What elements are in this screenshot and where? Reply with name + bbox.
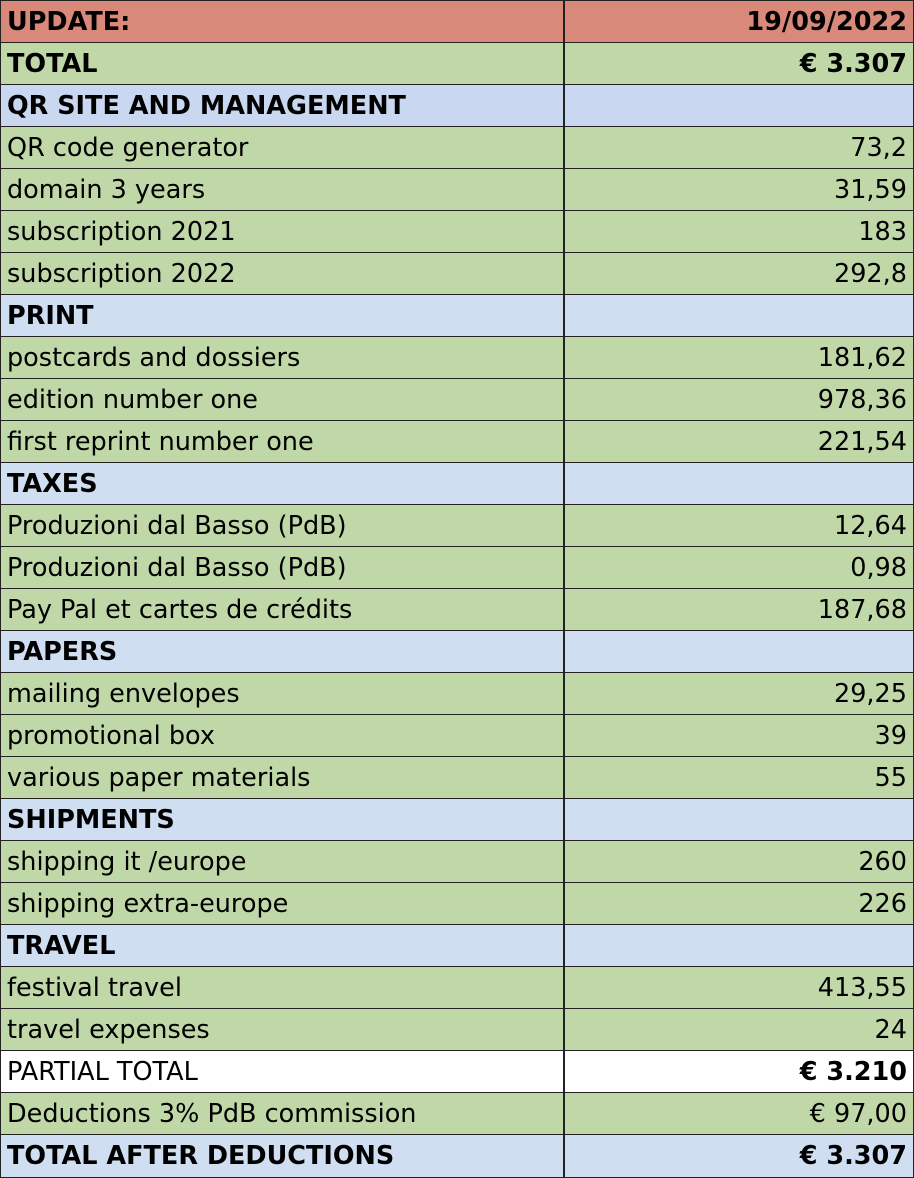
spreadsheet-rows (1, 1, 913, 1177)
table-row (1, 253, 913, 295)
row-label-cell[interactable]: domain 3 years (1, 169, 565, 210)
row-label-cell[interactable]: PAPERS (1, 631, 565, 672)
table-row (1, 211, 913, 253)
row-label-cell[interactable]: Pay Pal et cartes de crédits (1, 589, 565, 630)
row-value-cell[interactable]: 187,68 (817, 594, 907, 625)
table-row (1, 925, 913, 967)
table-row (1, 463, 913, 505)
table-row (1, 337, 913, 379)
row-label-cell[interactable]: shipping extra-europe (1, 883, 565, 924)
row-value-cell[interactable]: € 3.210 (799, 1056, 907, 1087)
row-label-cell[interactable]: subscription 2021 (1, 211, 565, 252)
row-value-cell[interactable]: 39 (874, 720, 907, 751)
row-label-cell[interactable]: Produzioni dal Basso (PdB) (1, 505, 565, 546)
row-label-cell[interactable]: Deductions 3% PdB commission (1, 1093, 565, 1134)
table-row (1, 883, 913, 925)
table-row (1, 673, 913, 715)
row-label-cell[interactable]: TAXES (1, 463, 565, 504)
table-row (1, 1135, 913, 1177)
row-value-cell[interactable]: 413,55 (817, 972, 907, 1003)
row-value-cell[interactable]: 181,62 (817, 342, 907, 373)
row-label-cell[interactable]: QR code generator (1, 127, 565, 168)
table-row (1, 43, 913, 85)
row-value-cell[interactable] (565, 925, 913, 966)
row-value-cell[interactable]: € 97,00 (809, 1098, 907, 1129)
table-row (1, 379, 913, 421)
row-value-cell[interactable] (565, 463, 913, 504)
row-value-cell[interactable] (565, 631, 913, 672)
row-value-cell[interactable]: € 3.307 (799, 48, 907, 79)
row-value-cell[interactable]: 978,36 (817, 384, 907, 415)
row-label-cell[interactable]: UPDATE: (1, 1, 565, 42)
row-value-cell[interactable]: 19/09/2022 (746, 6, 907, 37)
row-value-cell[interactable]: 29,25 (833, 678, 907, 709)
table-row (1, 841, 913, 883)
row-label-cell[interactable]: TOTAL AFTER DEDUCTIONS (1, 1135, 565, 1177)
table-row (1, 547, 913, 589)
table-row (1, 1051, 913, 1093)
row-value-cell[interactable]: 0,98 (850, 552, 907, 583)
row-label-cell[interactable]: QR SITE AND MANAGEMENT (1, 85, 565, 126)
table-row (1, 85, 913, 127)
row-value-cell[interactable]: 260 (858, 846, 907, 877)
row-value-cell[interactable] (565, 295, 913, 336)
table-row (1, 421, 913, 463)
table-row (1, 757, 913, 799)
row-label-cell[interactable]: Produzioni dal Basso (PdB) (1, 547, 565, 588)
table-row (1, 589, 913, 631)
row-value-cell[interactable] (565, 85, 913, 126)
row-label-cell[interactable]: promotional box (1, 715, 565, 756)
table-row (1, 295, 913, 337)
row-label-cell[interactable]: PARTIAL TOTAL (1, 1051, 565, 1092)
row-label-cell[interactable]: PRINT (1, 295, 565, 336)
row-label-cell[interactable]: postcards and dossiers (1, 337, 565, 378)
row-value-cell[interactable]: 226 (858, 888, 907, 919)
row-value-cell[interactable]: 221,54 (817, 426, 907, 457)
table-row (1, 1, 913, 43)
row-label-cell[interactable]: mailing envelopes (1, 673, 565, 714)
row-label-cell[interactable]: TRAVEL (1, 925, 565, 966)
table-row (1, 799, 913, 841)
table-row (1, 967, 913, 1009)
row-value-cell[interactable]: € 3.307 (799, 1141, 907, 1171)
table-row (1, 715, 913, 757)
row-label-cell[interactable]: shipping it /europe (1, 841, 565, 882)
table-row (1, 169, 913, 211)
row-value-cell[interactable]: 31,59 (833, 174, 907, 205)
row-value-cell[interactable]: 12,64 (833, 510, 907, 541)
table-row (1, 127, 913, 169)
row-label-cell[interactable]: edition number one (1, 379, 565, 420)
table-row (1, 1009, 913, 1051)
row-label-cell[interactable]: travel expenses (1, 1009, 565, 1050)
row-value-cell[interactable]: 183 (858, 216, 907, 247)
row-label-cell[interactable]: festival travel (1, 967, 565, 1008)
table-row (1, 505, 913, 547)
row-value-cell[interactable]: 55 (874, 762, 907, 793)
row-value-cell[interactable] (565, 799, 913, 840)
table-row (1, 631, 913, 673)
row-value-cell[interactable]: 24 (874, 1014, 907, 1045)
row-label-cell[interactable]: SHIPMENTS (1, 799, 565, 840)
row-label-cell[interactable]: subscription 2022 (1, 253, 565, 294)
table-row (1, 1093, 913, 1135)
row-value-cell[interactable]: 73,2 (850, 132, 907, 163)
row-label-cell[interactable]: first reprint number one (1, 421, 565, 462)
row-label-cell[interactable]: TOTAL (1, 43, 565, 84)
row-value-cell[interactable]: 292,8 (833, 258, 907, 289)
row-label-cell[interactable]: various paper materials (1, 757, 565, 798)
